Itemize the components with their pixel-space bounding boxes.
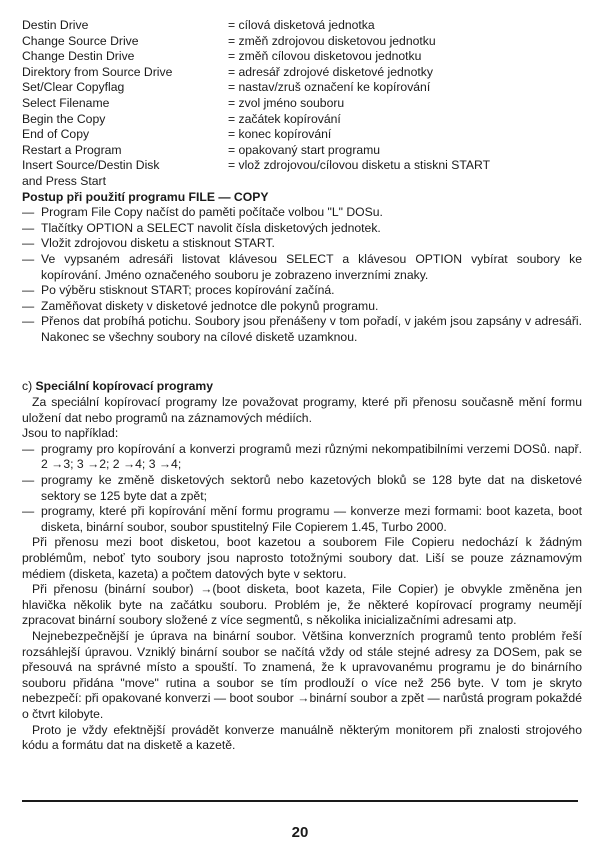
glossary-term: Direktory from Source Drive [22,64,173,79]
section-c-heading [22,379,582,395]
glossary-translation: = zvol jméno souboru [228,95,345,110]
list-item: — programy ke změně disketových sektorů nebo kazetových bloků se 128 byte dat na disketové sektory se 125 byte dat a zpět; [22,473,582,504]
glossary-translation: = začátek kopírování [228,111,341,126]
body-paragraph: Při přenosu (binární soubor) →(boot disketa, boot kazeta, File Copier) je obvykle změněna jen hlavička několik byte na začátku souboru. Problém je, že některé kopírovací programy neumějí zpracovat binární soubory složené z více segmentů, s několika inicializačními adresami atp. [22,582,582,628]
special-program-list [22,442,582,536]
glossary-translation: = vlož zdrojovou/cílovou disketu a stiskni START [228,158,491,173]
term-glossary [22,18,582,190]
glossary-translation: = změň zdrojovou disketovou jednotku [228,33,436,48]
glossary-row [22,18,582,34]
section-spacer [22,345,582,379]
body-paragraph: Nejnebezpečnější je úprava na binární soubor. Většina konverzních programů tento problém řeší rozsáhlejší úpravou. Vzniklý binární soubor se načítá vždy od stále stejné adresy za DOSem, pak se přesouvá na správné místo a spouští. To znamená, že k upravovanému programu je do binárního souboru přidána "move" rutina a soubor se tím prodlouží o více než 256 byte. V tom je skryto nebezpečí: při opakované konverzi — boot soubor →binární soubor a zpět — narůstá program pokaždé o čtvrt kilobyte. [22,628,582,721]
glossary-term: Select Filename [22,95,110,110]
glossary-row [22,174,582,190]
glossary-translation: = nastav/zruš označení ke kopírování [228,80,431,95]
list-item: — programy pro kopírování a konverzi programů mezi různými nekompatibilními verzemi DOSů. např. 2 →3; 3 →2; 2 →4; 3 →4; [22,442,582,473]
list-item: — programy, které při kopírování mění formu programu — konverze mezi formami: boot kazeta, boot disketa, binární soubor, soubor spustitelný File Copierem 1.45, Turbo 2000. [22,504,582,535]
procedure-heading: Postup při použití programu FILE — COPY [22,189,269,204]
glossary-translation: = konec kopírování [228,127,332,142]
document-page [22,18,582,754]
glossary-row [22,80,582,96]
glossary-translation [228,174,582,190]
footer-rule [22,800,578,802]
body-paragraph: Proto je vždy efektnější provádět konverze manuálně některým monitorem při znalosti strojového kódu a formátu dat na disketě a kazetě. [22,722,582,753]
glossary-term: Change Source Drive [22,33,139,48]
glossary-translation: = opakovaný start programu [228,142,381,157]
glossary-row [22,127,582,143]
glossary-translation: = změň cílovou disketovou jednotku [228,49,422,64]
glossary-row [22,112,582,128]
glossary-term: End of Copy [22,127,90,142]
procedure-step: — Tlačítky OPTION a SELECT navolit čísla disketových jednotek. [22,221,582,237]
procedure-step: — Vložit zdrojovou disketu a stisknout START. [22,236,582,252]
procedure-step: — Přenos dat probíhá potichu. Soubory jsou přenášeny v tom pořadí, v jakém jsou zapsány v adresáři. Nakonec se všechny soubory na cílové disketě uzamknou. [22,314,582,345]
glossary-translation: = cílová disketová jednotka [228,18,375,32]
glossary-term: and Press Start [22,173,106,188]
procedure-step: — Po výběru stisknout START; proces kopírování začíná. [22,283,582,299]
section-intro-2: Jsou to například: [22,426,119,441]
page-number: 20 [291,824,309,841]
section-label: c) [22,379,33,394]
procedure-step: — Zaměňovat diskety v disketové jednotce dle pokynů programu. [22,299,582,315]
glossary-row [22,158,582,174]
procedure-step: — Ve vypsaném adresáři listovat klávesou SELECT a klávesou OPTION vybírat soubory ke kopírování. Jméno označeného souboru je zobrazeno inverzními znaky. [22,252,582,283]
body-paragraph: Při přenosu mezi boot disketou, boot kazetou a souborem File Copieru nedochází k žádným problémům, neboť tyto soubory jsou naprosto totožnými soubory dat. Liší se pouze záznamovým médiem (disketa, kazeta) a počtem datových byte v sektoru. [22,535,582,581]
glossary-translation: = adresář zdrojové disketové jednotky [228,64,433,79]
glossary-term: Begin the Copy [22,111,106,126]
section-title: Speciální kopírovací programy [35,379,214,394]
section-intro: Za speciální kopírovací programy lze považovat programy, které při přenosu současně mění formu uložení dat nebo programů na záznamových médiích. [22,395,582,425]
glossary-term: Insert Source/Destin Disk [22,158,160,173]
glossary-term: Set/Clear Copyflag [22,80,125,95]
glossary-row [22,96,582,112]
glossary-term: Change Destin Drive [22,49,135,64]
procedure-step: — Program File Copy načíst do paměti počítače volbou "L" DOSu. [22,205,582,221]
glossary-row [22,34,582,50]
glossary-term: Destin Drive [22,18,89,32]
glossary-term: Restart a Program [22,142,122,157]
procedure-steps [22,205,582,345]
glossary-row [22,49,582,65]
glossary-row [22,143,582,159]
glossary-row [22,65,582,81]
